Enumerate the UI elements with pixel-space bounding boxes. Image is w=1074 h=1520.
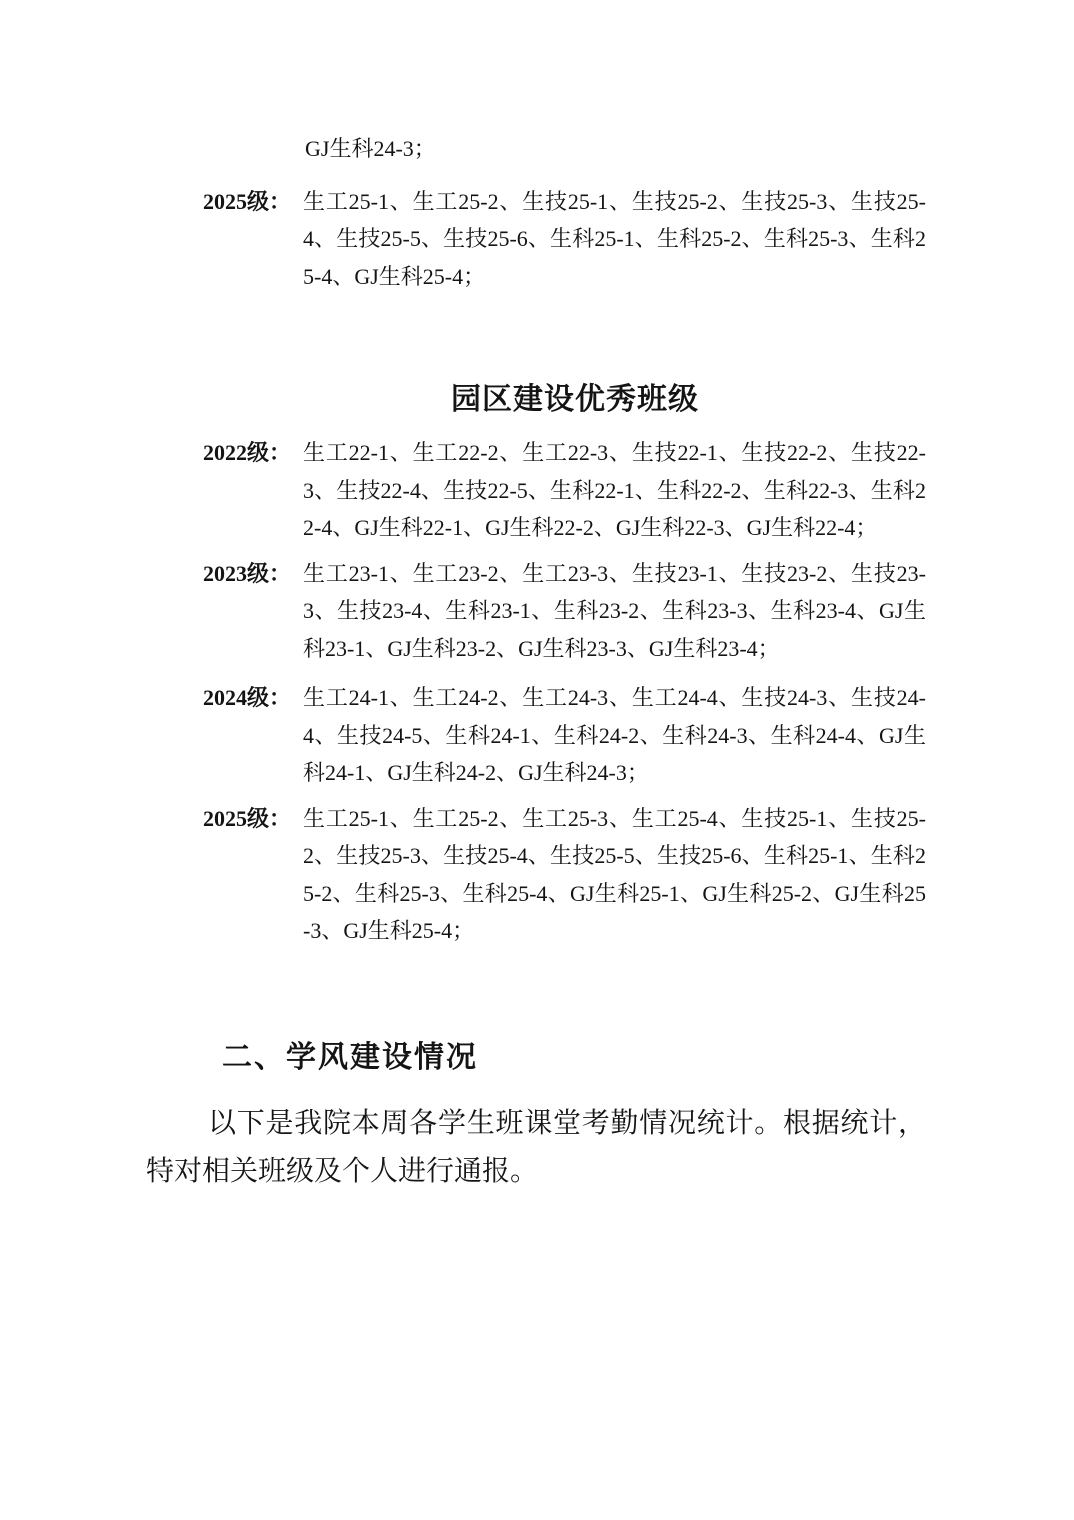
year-label: 2025级： (203, 805, 292, 831)
class-list-text: 生工22-1、生工22-2、生工22-3、生技22-1、生技22-2、生技22-3、生技22-4、生技22-5、生科22-1、生科22-2、生科22-3、生科22-4、GJ生科22-1、GJ生科22-2、GJ生科22-3、GJ生科22-4； (303, 440, 926, 540)
year-label: 2024级： (203, 685, 292, 710)
award-entry-2022 (146, 434, 926, 547)
year-label: 2025级： (203, 188, 292, 214)
year-label: 2023级： (203, 560, 292, 586)
attendance-summary-paragraph: 以下是我院本周各学生班课堂考勤情况统计。根据统计，特对相关班级及个人进行通报。 (146, 1107, 926, 1187)
award-entry-2024 (146, 679, 926, 792)
class-list-text: 生工24-1、生工24-2、生工24-3、生工24-4、生技24-3、生技24-4、生技24-5、生科24-1、生科24-2、生科24-3、生科24-4、GJ生科24-1、GJ生科24-2、GJ生科24-3； (303, 685, 926, 785)
class-list-text: 生工23-1、生工23-2、生工23-3、生技23-1、生技23-2、生技23-3、生技23-4、生科23-1、生科23-2、生科23-3、生科23-4、GJ生科23-1、GJ生科23-2、GJ生科23-3、GJ生科23-4； (303, 560, 926, 661)
award-entry-2023 (146, 555, 926, 668)
class-list-text: 生工25-1、生工25-2、生技25-1、生技25-2、生技25-3、生技25-4、生技25-5、生技25-6、生科25-1、生科25-2、生科25-3、生科25-4、GJ生科25-4； (303, 188, 926, 289)
page-content (146, 0, 926, 1196)
class-list-text: 生工25-1、生工25-2、生工25-3、生工25-4、生技25-1、生技25-2、生技25-3、生技25-4、生技25-5、生技25-6、生科25-1、生科25-2、生科25-3、生科25-4、GJ生科25-1、GJ生科25-2、GJ生科25-3、GJ生科25-4； (303, 805, 926, 943)
award-entry-2025 (146, 800, 926, 950)
award-entry-2025-top (146, 183, 926, 296)
section-heading-study-style: 二、学风建设情况 (222, 1040, 478, 1074)
section-heading-campus-excellent-classes: 园区建设优秀班级 (451, 383, 699, 416)
list-continuation-line: GJ生科24-3； (305, 136, 436, 161)
year-label: 2022级： (203, 440, 292, 465)
